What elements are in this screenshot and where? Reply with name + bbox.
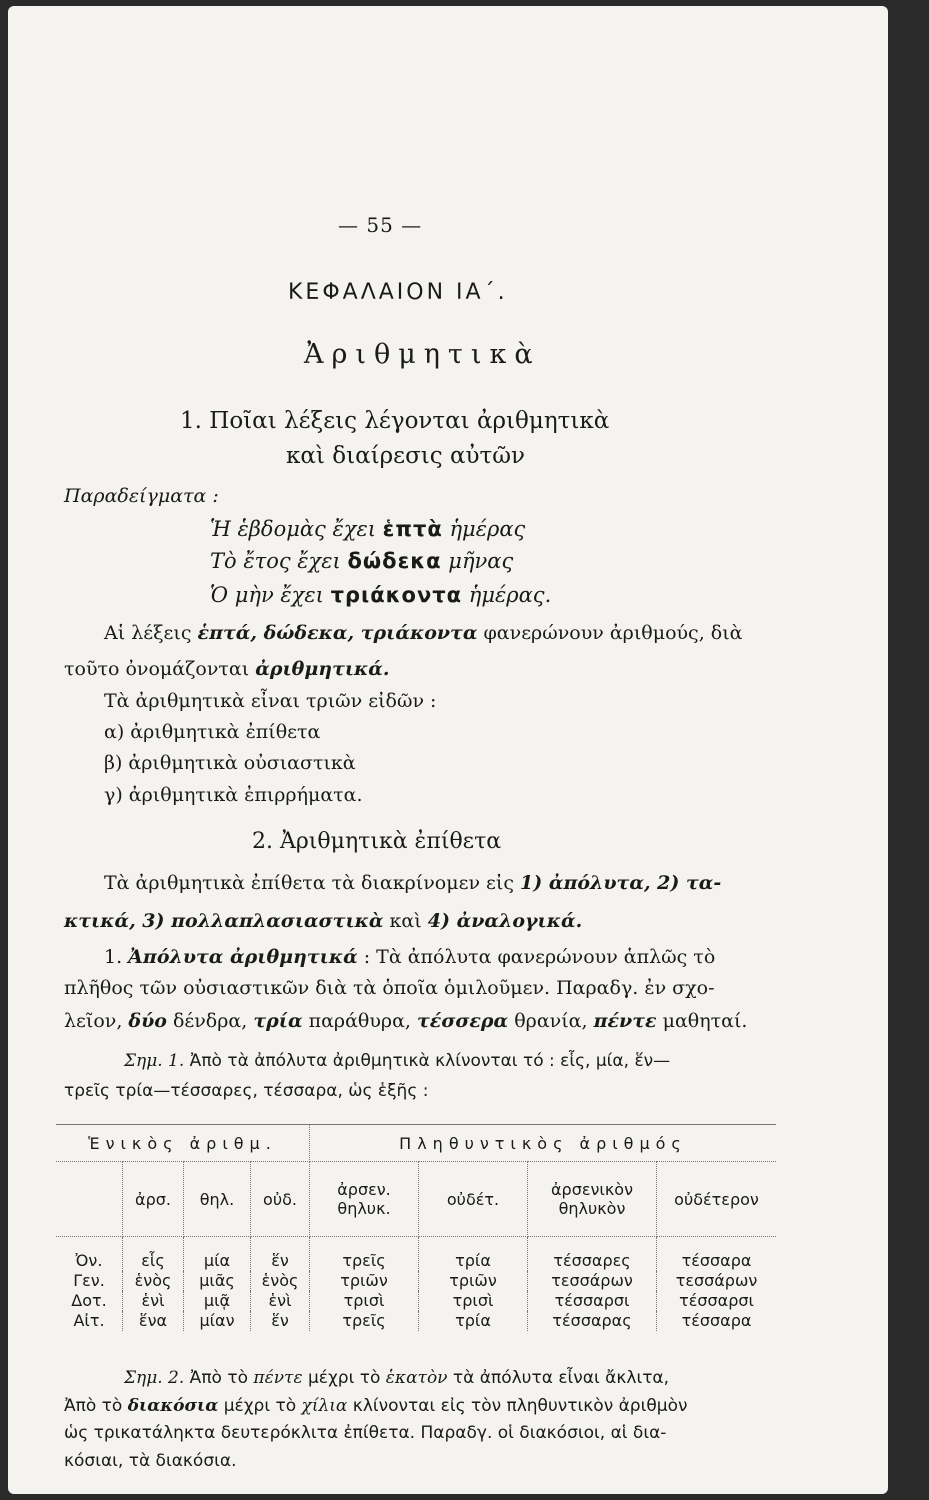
example-1: Ἡ ἑβδομὰς ἔχει ἑπτὰ ἡμέρας [210, 517, 526, 541]
book-page [8, 6, 888, 1494]
column-header: οὐδ. [251, 1162, 310, 1237]
section-1-heading-line2: καὶ διαίρεσις αὐτῶν [286, 443, 525, 469]
table-row: Γεν. ἑνὸς μιᾶς ἑνὸς τριῶν τριῶν τεσσάρων τεσσάρων [56, 1271, 776, 1291]
note-1-line1: Σημ. 1. Ἀπὸ τὰ ἀπόλυτα ἀριθμητικὰ κλίνονται τό : εἷς, μία, ἕν— [124, 1051, 671, 1071]
paragraph-2: Τὰ ἀριθμητικὰ εἶναι τριῶν εἰδῶν : [104, 690, 437, 712]
paragraph-4-line2: πλῆθος τῶν οὐσιαστικῶν διὰ τὰ ὁποῖα ὁμιλοῦμεν. Παραδγ. ἐν σχο- [64, 977, 715, 999]
examples-label: Παραδείγματα : [64, 485, 219, 507]
paragraph-3-line1: Τὰ ἀριθμητικὰ ἐπίθετα τὰ διακρίνομεν εἰς 1) ἀπόλυτα, 2) τα- [104, 872, 722, 894]
example-2: Τὸ ἔτος ἔχει δώδεκα μῆνας [210, 549, 514, 573]
declension-table [56, 1124, 776, 1331]
paragraph-1-line1: Αἱ λέξεις ἑπτά, δώδεκα, τριάκοντα φανερώνουν ἀριθμούς, διὰ [104, 622, 743, 644]
paragraph-3-line2: κτικά, 3) πολλαπλασιαστικὰ καὶ 4) ἀναλογικά. [64, 910, 583, 932]
note-2-line4: κόσιαι, τὰ διακόσια. [64, 1451, 237, 1471]
example-3: Ὁ μὴν ἔχει τριάκοντα ἡμέρας. [210, 583, 552, 607]
paragraph-4-line1: 1. Ἀπόλυτα ἀριθμητικά : Τὰ ἀπόλυτα φανερώνουν ἁπλῶς τὸ [104, 946, 716, 968]
list-item: γ) ἀριθμητικὰ ἐπιρρήματα. [104, 784, 363, 806]
column-header: θηλ. [184, 1162, 251, 1237]
chapter-heading: ΚΕΦΑΛΑΙΟΝ ΙΑ΄. [288, 280, 508, 305]
section-2-heading: 2. Ἀριθμητικὰ ἐπίθετα [252, 829, 502, 854]
note-2-line1: Σημ. 2. Ἀπὸ τὸ πέντε μέχρι τὸ ἑκατὸν τὰ ἀπόλυτα εἶναι ἄκλιτα, [124, 1368, 670, 1388]
note-2-line3: ὡς τρικατάληκτα δευτερόκλιτα ἐπίθετα. Παραδγ. οἱ διακόσιοι, αἱ δια- [64, 1423, 667, 1443]
singular-header: Ἑνικὸς ἀριθμ. [56, 1125, 310, 1162]
note-2-line2: Ἀπὸ τὸ διακόσια μέχρι τὸ χίλια κλίνονται εἰς τὸν πληθυντικὸν ἀριθμὸν [64, 1396, 688, 1416]
plural-header: Πληθυντικὸς ἀριθμός [310, 1125, 777, 1162]
column-header: ἀρσεν. θηλυκ. [310, 1162, 419, 1237]
paragraph-1-line2: τοῦτο ὀνομάζονται ἀριθμητικά. [64, 658, 390, 680]
table-row: Αἰτ. ἕνα μίαν ἕν τρεῖς τρία τέσσαρας τέσσαρα [56, 1311, 776, 1331]
page-number: — 55 — [338, 213, 423, 237]
list-item: β) ἀριθμητικὰ οὐσιαστικὰ [104, 752, 356, 774]
table-row: Δοτ. ἑνὶ μιᾷ ἑνὶ τρισὶ τρισὶ τέσσαρσι τέσσαρσι [56, 1291, 776, 1311]
chapter-title: Ἀριθμητικὰ [304, 339, 541, 370]
column-header: ἀρσ. [123, 1162, 184, 1237]
section-1-heading-line1: 1. Ποῖαι λέξεις λέγονται ἀριθμητικὰ [180, 408, 610, 434]
list-item: α) ἀριθμητικὰ ἐπίθετα [104, 721, 321, 743]
note-1-line2: τρεῖς τρία—τέσσαρες, τέσσαρα, ὡς ἑξῆς : [64, 1081, 429, 1101]
column-header: οὐδέτ. [419, 1162, 528, 1237]
column-header: ἀρσενικὸν θηλυκὸν [528, 1162, 657, 1237]
table-row: Ὀν. εἷς μία ἕν τρεῖς τρία τέσσαρες τέσσαρα [56, 1237, 776, 1272]
column-header: οὐδέτερον [657, 1162, 777, 1237]
paragraph-4-line3: λεῖον, δύο δένδρα, τρία παράθυρα, τέσσερα θρανία, πέντε μαθηταί. [64, 1010, 748, 1032]
